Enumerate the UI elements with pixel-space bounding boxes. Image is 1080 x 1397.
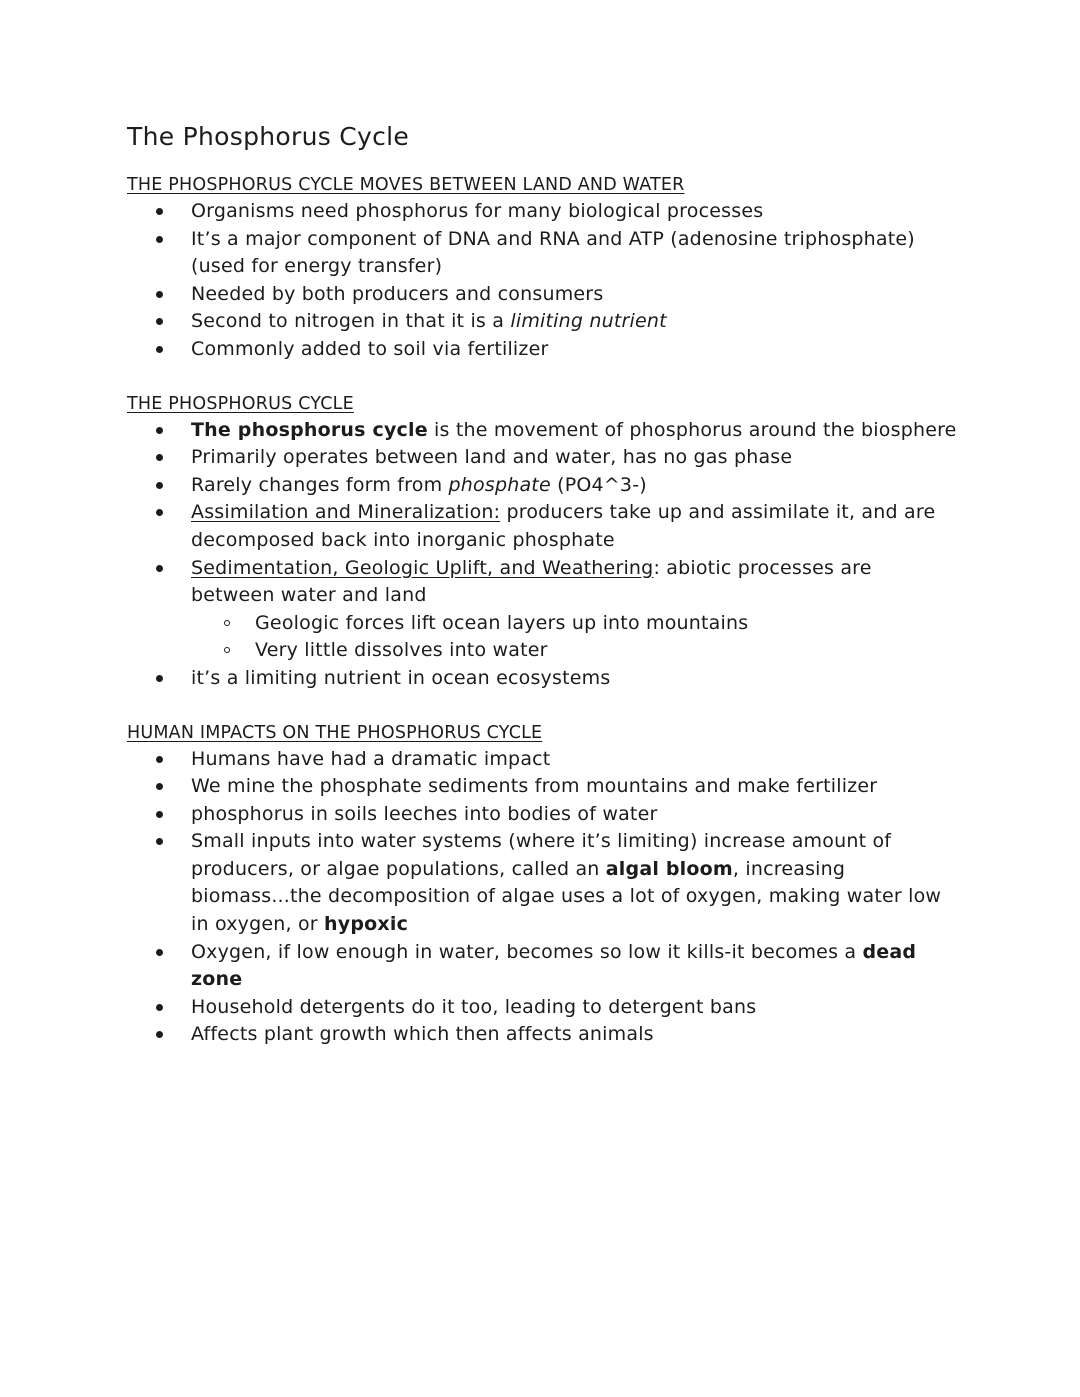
underlined-term: Assimilation and Mineralization: (191, 501, 501, 524)
list-item (191, 828, 957, 938)
list-item: Commonly added to soil via fertilizer (191, 336, 957, 364)
section-phosphorus-moves (127, 172, 957, 364)
text: : abiotic processes are between water and land (191, 556, 872, 607)
list-item (191, 555, 957, 665)
list-item: Needed by both producers and consumers (191, 281, 957, 309)
list-item: Humans have had a dramatic impact (191, 746, 957, 774)
sub-list-item: Geologic forces lift ocean layers up into mountains (255, 610, 957, 638)
italic-term: limiting nutrient (510, 310, 667, 333)
section-heading: THE PHOSPHORUS CYCLE (127, 393, 354, 414)
section-human-impacts (127, 720, 957, 1050)
section-phosphorus-cycle (127, 391, 957, 693)
list-item: Primarily operates between land and water, has no gas phase (191, 444, 957, 472)
text: , increasing biomass...the decomposition of algae uses a lot of oxygen, making water low in oxygen, or (191, 857, 942, 936)
document-body (127, 122, 957, 1076)
sub-list-item: Very little dissolves into water (255, 637, 957, 665)
list-item (191, 472, 957, 500)
bullet-list (127, 198, 957, 364)
page-title: The Phosphorus Cycle (127, 122, 410, 151)
text: (PO4^3-) (550, 473, 647, 496)
bold-term: The phosphorus cycle (191, 418, 428, 441)
bold-term: hypoxic (324, 913, 409, 936)
bullet-list (127, 746, 957, 1050)
list-item: Affects plant growth which then affects animals (191, 1021, 957, 1049)
bold-term: algal bloom (605, 857, 733, 880)
text: Rarely changes form from (191, 473, 449, 496)
list-item (191, 939, 957, 994)
italic-term: phosphate (448, 473, 551, 496)
list-item (191, 499, 957, 554)
section-heading: THE PHOSPHORUS CYCLE MOVES BETWEEN LAND AND WATER (127, 175, 685, 195)
bold-term: dead zone (191, 940, 917, 991)
list-item (191, 308, 957, 336)
bullet-list (127, 417, 957, 693)
list-item: We mine the phosphate sediments from mountains and make fertilizer (191, 773, 957, 801)
text: Small inputs into water systems (where it’s limiting) increase amount of producers, or algae populations, called an (191, 830, 892, 880)
sub-bullet-list (191, 610, 957, 665)
text: is the movement of phosphorus around the biosphere (427, 418, 957, 441)
text: Oxygen, if low enough in water, becomes so low it kills-it becomes a (191, 940, 863, 963)
list-item: Organisms need phosphorus for many biological processes (191, 198, 957, 226)
list-item: phosphorus in soils leeches into bodies of water (191, 801, 957, 829)
list-item (191, 417, 957, 445)
text: producers take up and assimilate it, and are decomposed back into inorganic phosphate (191, 501, 936, 551)
list-item: Household detergents do it too, leading to detergent bans (191, 994, 957, 1022)
list-item: It’s a major component of DNA and RNA and ATP (adenosine triphosphate) (used for energy transfer) (191, 226, 957, 281)
text: Second to nitrogen in that it is a (191, 310, 511, 333)
section-heading: HUMAN IMPACTS ON THE PHOSPHORUS CYCLE (127, 722, 543, 743)
underlined-term: Sedimentation, Geologic Uplift, and Weathering (191, 556, 654, 579)
list-item: it’s a limiting nutrient in ocean ecosystems (191, 665, 957, 693)
